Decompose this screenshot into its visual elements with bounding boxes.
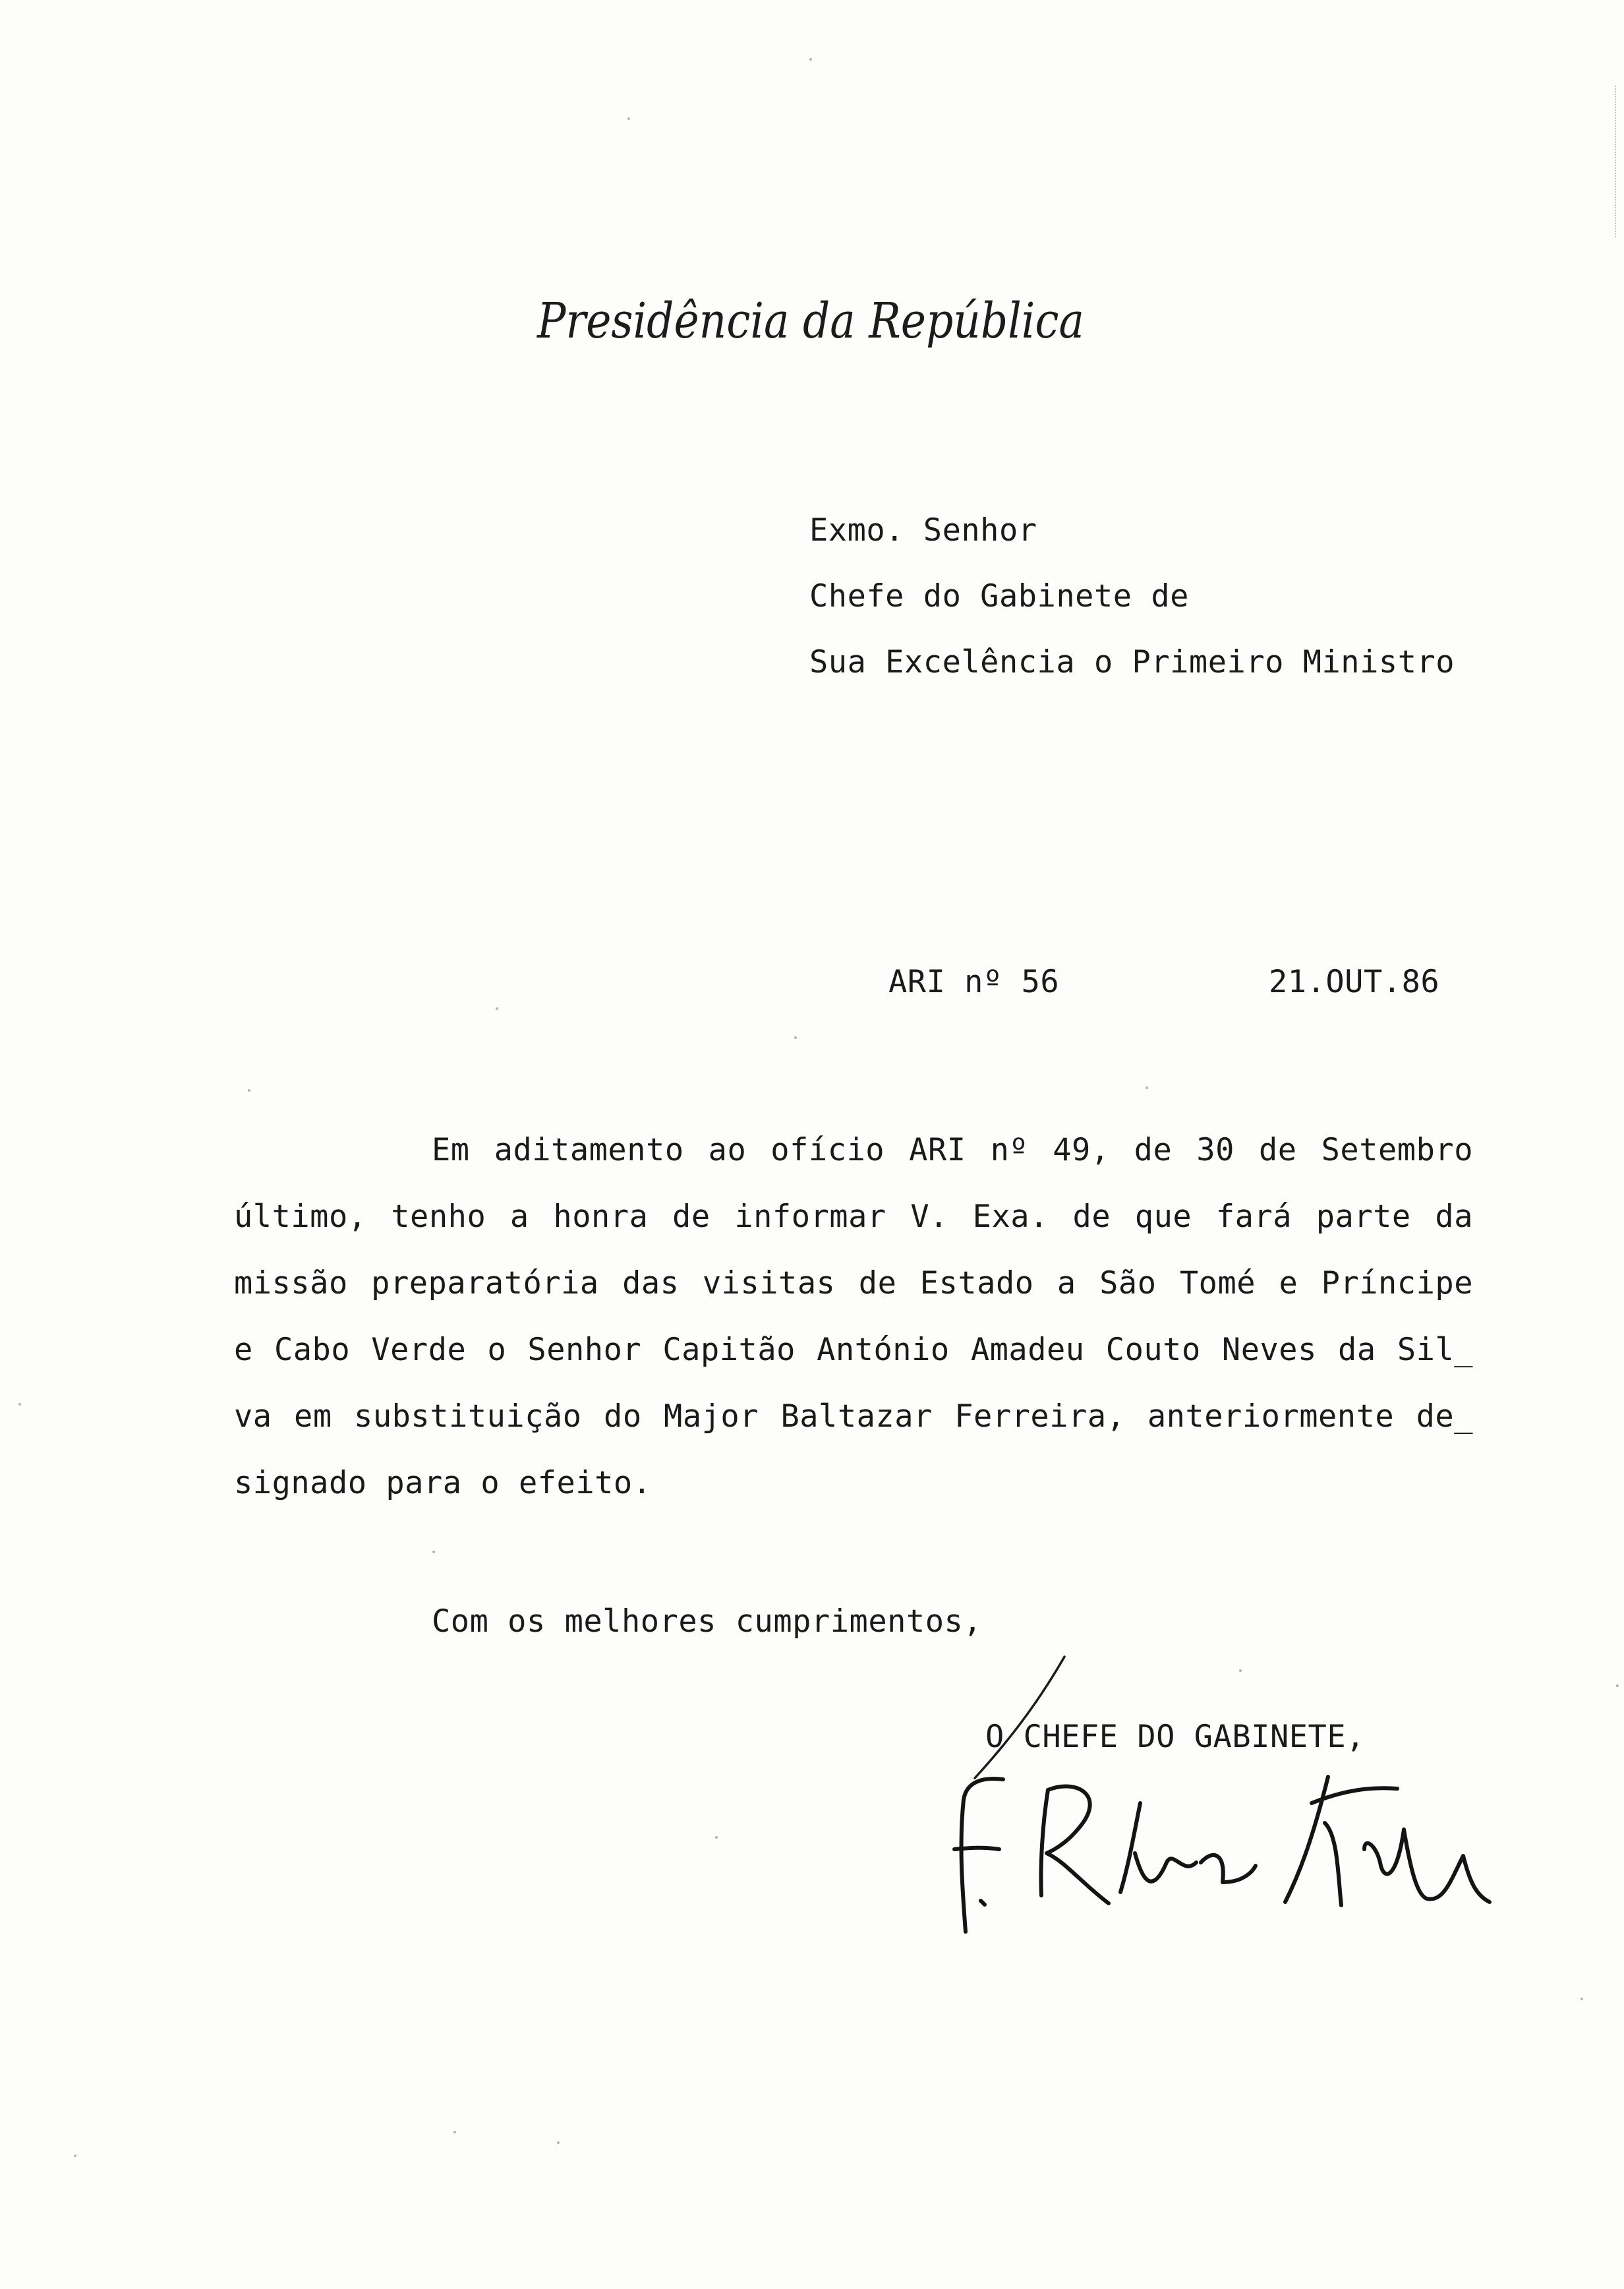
paper-speck: [1580, 1998, 1583, 2000]
addressee-salutation: Exmo. Senhor: [809, 512, 1037, 549]
paper-speck: [1239, 1669, 1242, 1672]
addressee-block: [809, 508, 1455, 705]
paper-speck: [248, 1089, 250, 1092]
paper-speck: [794, 1036, 797, 1039]
paper-speck: [453, 2131, 456, 2133]
paper-speck: [627, 117, 630, 120]
body-line: último, tenho a honra de informar V. Exa. de que fará parte da: [234, 1199, 1473, 1235]
addressee-office: Chefe do Gabinete de: [809, 578, 1189, 614]
paper-speck: [809, 58, 812, 61]
addressee-recipient: Sua Excelência o Primeiro Ministro: [809, 644, 1455, 680]
body-line: va em substituição do Major Baltazar Ferreira, anteriormente de_: [234, 1398, 1473, 1435]
body-line: e Cabo Verde o Senhor Capitão António Amadeu Couto Neves da Sil_: [234, 1332, 1473, 1368]
reference-date: 21.OUT.86: [1269, 964, 1440, 1000]
paper-speck: [18, 1403, 21, 1406]
body-line: missão preparatória das visitas de Estado a São Tomé e Príncipe: [234, 1265, 1473, 1301]
paper-speck: [432, 1551, 435, 1553]
handwritten-signature: [942, 1750, 1522, 1948]
paper-speck: [557, 2141, 560, 2144]
paper-speck: [1146, 1086, 1148, 1089]
body-line: signado para o efeito.: [234, 1465, 652, 1501]
letter-body: [234, 1127, 1473, 1527]
signatory-title: O CHEFE DO GABINETE,: [985, 1719, 1365, 1755]
reference-number: ARI nº 56: [888, 964, 1060, 1000]
paper-speck: [74, 2155, 76, 2157]
paper-speck: [715, 1836, 718, 1839]
body-line: Em aditamento ao ofício ARI nº 49, de 30 de Setembro: [432, 1132, 1473, 1168]
letterhead-logo: [531, 277, 1097, 369]
closing-salutation: Com os melhores cumprimentos,: [432, 1603, 983, 1640]
letterhead-text: Presidência da República: [536, 293, 1084, 349]
paper-speck: [496, 1007, 498, 1010]
scan-edge-marks: [1612, 86, 1616, 237]
paper-speck: [1616, 1684, 1619, 1687]
